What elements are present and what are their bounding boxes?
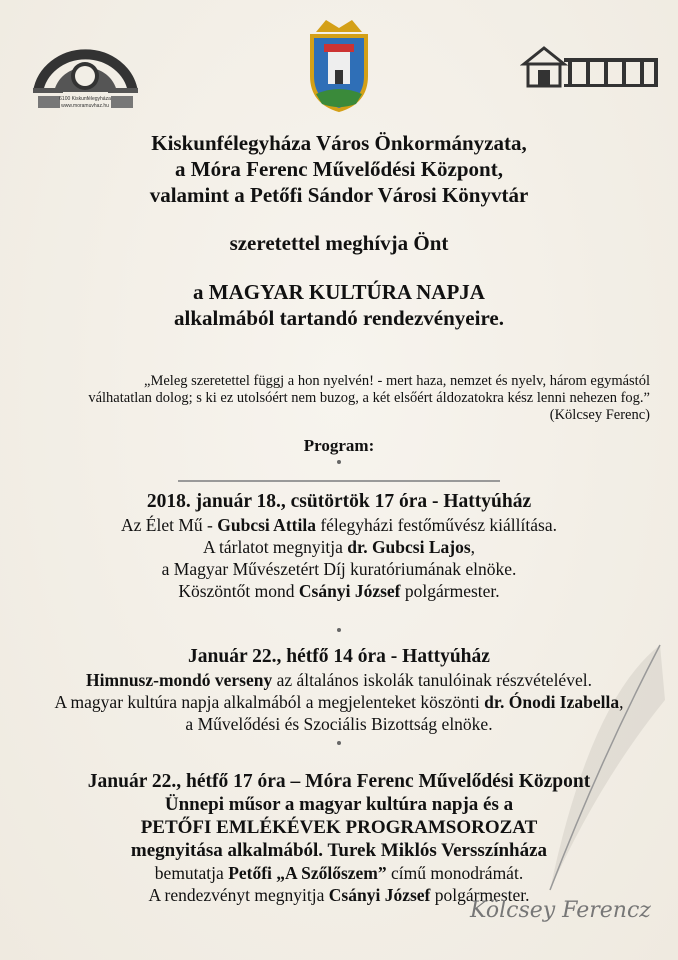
organizer-line: Kiskunfélegyháza Város Önkormányzata, [151, 131, 527, 155]
text: megnyitása alkalmából. Turek Miklós Versszínháza [130, 840, 548, 861]
quote-line: „Meleg szeretettel függj a hon nyelvén! - mert haza, nemzet és nyelv, három egymástól [144, 373, 650, 389]
artist-name: Gubcsi Attila [217, 515, 316, 535]
text: polgármester. [430, 885, 530, 905]
text: Az Élet Mű - [121, 515, 218, 535]
text: a Magyar Művészetért Díj kuratóriumának elnöke. [161, 559, 517, 579]
organizers [0, 130, 678, 208]
event-3 [0, 770, 678, 906]
program-title: Program: [303, 436, 375, 455]
occasion-subtitle: alkalmából tartandó rendezvényeire. [174, 306, 504, 330]
text: polgármester. [400, 581, 500, 601]
text: , [619, 692, 624, 712]
text: félegyházi festőművész kiállítása. [315, 515, 557, 535]
event-1 [0, 490, 678, 602]
event-2 [0, 645, 678, 735]
organizer-line: a Móra Ferenc Művelődési Központ, [175, 157, 503, 181]
greeter-name: dr. Ónodi Izabella [484, 692, 620, 712]
coat-of-arms-icon [306, 14, 372, 114]
occasion [0, 279, 678, 331]
text: PETŐFI EMLÉKÉVEK PROGRAMSOROZAT [140, 817, 538, 838]
competition-name: Himnusz-mondó verseny [86, 670, 273, 690]
text: az általános iskolák tanulóinak részvételével. [272, 670, 592, 690]
svg-text:www.moramuvhaz.hu: www.moramuvhaz.hu [61, 103, 109, 109]
event-heading: 2018. január 18., csütörtök 17 óra - Hattyúház [146, 491, 532, 512]
text: A rendezvényt megnyitja [148, 885, 329, 905]
divider-dot [0, 458, 678, 464]
quote-line: válhatatlan dolog; s ki ez utolsóért nem buzog, a két elsőért áldozatokra kész lenni nehezen fog.” [88, 390, 650, 406]
text: a Művelődési és Szociális Bizottság elnöke. [185, 714, 493, 734]
divider-dot [0, 739, 678, 745]
text: A tárlatot megnyitja [202, 537, 348, 557]
cultural-center-logo [18, 40, 153, 110]
mayor-name: Csányi József [298, 581, 401, 601]
play-title: Petőfi „A Szőlőszem” [228, 863, 387, 883]
event-heading: Január 22., hétfő 14 óra - Hattyúház [188, 646, 490, 667]
quote [40, 373, 650, 424]
signature: Kölcsey Ferencz [470, 898, 651, 923]
text: , [470, 537, 476, 557]
invite-text: szeretettel meghívja Önt [229, 231, 449, 255]
occasion-title: a MAGYAR KULTÚRA NAPJA [193, 280, 485, 304]
svg-text:6100 Kiskunfélegyháza: 6100 Kiskunfélegyháza [59, 96, 111, 102]
opener-name: dr. Gubcsi Lajos [347, 537, 471, 557]
text: Köszöntőt mond [178, 581, 299, 601]
divider [178, 480, 500, 482]
text: bemutatja [154, 863, 229, 883]
library-building-icon [520, 38, 660, 88]
event-heading: Január 22., hétfő 17 óra – Móra Ferenc Művelődési Központ [87, 771, 591, 792]
text: Ünnepi műsor a magyar kultúra napja és a [164, 794, 514, 815]
organizer-line: valamint a Petőfi Sándor Városi Könyvtár [149, 183, 529, 207]
text: A magyar kultúra napja alkalmából a megjelenteket köszönti [54, 692, 485, 712]
quote-author: (Kölcsey Ferenc) [549, 407, 650, 423]
text: című monodrámát. [386, 863, 524, 883]
mayor-name: Csányi József [328, 885, 431, 905]
divider-dot [0, 626, 678, 632]
